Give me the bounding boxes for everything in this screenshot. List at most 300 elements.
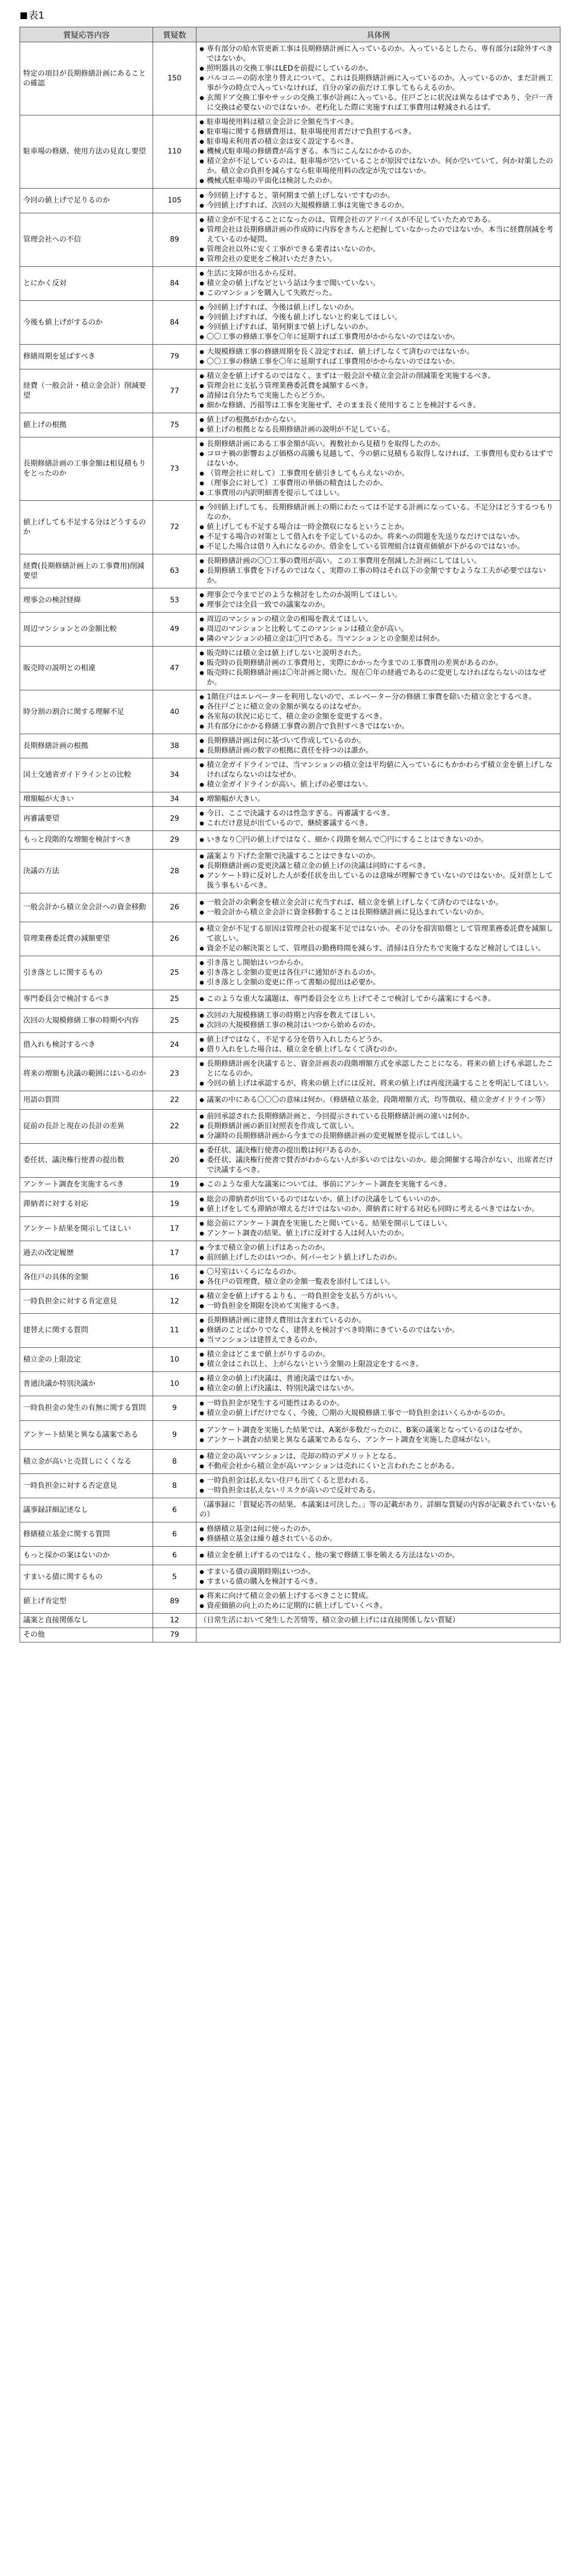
table-row (20, 1009, 560, 1033)
table-row (20, 42, 560, 115)
example-item: ● 周辺のマンションの積立金の相場を教えてほしい。 (200, 615, 557, 624)
examples-list (200, 1591, 557, 1611)
document (20, 9, 560, 1642)
table-row (20, 1565, 560, 1589)
examples-list (200, 1219, 557, 1239)
example-item: ● 細かな修繕、汚損等は工事を実施せず、そのまま長く使用することを検討するべき。 (200, 401, 557, 411)
examples-cell (196, 850, 560, 893)
question-category: 積立金の上限設定 (20, 1348, 153, 1372)
table-row (20, 956, 560, 990)
question-category: 各住戸の具体的金額 (20, 1265, 153, 1290)
examples-list (200, 1095, 557, 1105)
example-item: ● 前回承認された長期修繕計画と、今回提示されている長期修繕計画の違いは何か。 (200, 1112, 557, 1122)
examples-cell (196, 588, 560, 613)
example-item: ● 各住戸の管理費、積立金の金額一覧表を添付してほしい。 (200, 1277, 557, 1287)
table-row (20, 1091, 560, 1110)
example-item: ● 借り入れをした場合は、積立金を値上げしなくて済むのか。 (200, 1045, 557, 1055)
examples-list (200, 371, 557, 411)
example-item: ● 積立金の値上げなどという話は今まで聞いていない。 (200, 279, 557, 289)
example-item: ● 将来に向けて積立金の値上げするべきことに賛成。 (200, 1591, 557, 1601)
example-item: ● 長期修繕計画に建替え費用は含まれているのか。 (200, 1316, 557, 1326)
examples-cell (196, 1348, 560, 1372)
example-item: ● アンケート時に反対した人が委任状を出しているのは意味が理解できていないのではないか。反対票として扱う事もいるべき。 (200, 871, 557, 891)
question-category: とにかく反対 (20, 267, 153, 301)
table-row (20, 345, 560, 369)
examples-cell (196, 1522, 560, 1547)
question-count: 23 (153, 1057, 196, 1091)
examples-list (200, 215, 557, 264)
table-body (20, 42, 560, 1642)
example-item: ● 長期修繕計画の新旧対照表を作成して欲しい。 (200, 1122, 557, 1131)
example-item: ● 工事費用の内訳明細書を提示してほしい。 (200, 488, 557, 498)
table-row (20, 613, 560, 647)
table-row (20, 1421, 560, 1450)
question-count: 40 (153, 690, 196, 734)
examples-cell (196, 1396, 560, 1421)
examples-list (200, 1524, 557, 1544)
question-count: 22 (153, 1110, 196, 1144)
example-item: ● 委任状、議決権行使書の提出数は何戸あるのか。 (200, 1146, 557, 1156)
question-count: 6 (153, 1522, 196, 1547)
examples-list (200, 1292, 557, 1311)
question-category: 修繕積立基金に関する質問 (20, 1522, 153, 1547)
example-item: ● 資産価値の向上のために定期的に値上げしていくべき。 (200, 1601, 557, 1611)
example-item: ● 各住戸ごとに積立金の金額が異なるのはなぜか。 (200, 702, 557, 712)
table-row (20, 922, 560, 956)
examples-list (200, 1316, 557, 1345)
question-count: 84 (153, 267, 196, 301)
question-count: 9 (153, 1421, 196, 1450)
question-count: 12 (153, 1614, 196, 1628)
example-item: ● 周辺のマンションと比較してこのマンションは積立金が高い。 (200, 624, 557, 634)
example-item: ● これだけ意見が出ているので、継続審議するべき。 (200, 819, 557, 828)
example-item: ● 今回値上げすると、第何期まで値上げしないですむのか。 (200, 191, 557, 201)
examples-list (200, 191, 557, 211)
examples-cell (196, 42, 560, 115)
example-item: ● 積立金の値上げ決議は、普通決議ではないか。 (200, 1374, 557, 1384)
question-count: 17 (153, 1217, 196, 1241)
question-category: 次回の大規模修繕工事の時期や内容 (20, 1009, 153, 1033)
question-category: 販売時の説明との相違 (20, 647, 153, 690)
question-count: 29 (153, 807, 196, 831)
question-count: 49 (153, 613, 196, 647)
examples-cell (196, 893, 560, 922)
question-count: 73 (153, 437, 196, 501)
table-row (20, 1144, 560, 1178)
examples-list (200, 1195, 557, 1214)
examples-list (200, 1267, 557, 1287)
example-item: ● アンケート調査の結果、値上げに反対する人は何人いたのか。 (200, 1229, 557, 1239)
question-category: 理事会の検討経緯 (20, 588, 153, 613)
examples-cell (196, 1009, 560, 1033)
examples-list (200, 1426, 557, 1445)
question-category: 委任状、議決権行使書の提出数 (20, 1144, 153, 1178)
question-count: 20 (153, 1144, 196, 1178)
question-category: 経費（一般会計・積立金会計）削減要望 (20, 369, 153, 413)
example-item: ● 一時負担金は払えないリスクが高いので反対である。 (200, 1486, 557, 1496)
examples-list (200, 1476, 557, 1496)
question-count: 89 (153, 1589, 196, 1614)
question-count: 25 (153, 990, 196, 1009)
question-category: 駐車場の修繕、使用方法の見直し要望 (20, 115, 153, 189)
example-item: ● 駐車場使用料は積立金会計に全額充当すべき。 (200, 117, 557, 127)
example-item: ● 積立金を値上げするのではなく、まずは一般会計や積立金会計の削減策を実施するべき。 (200, 371, 557, 381)
examples-cell (196, 1474, 560, 1498)
examples-cell (196, 922, 560, 956)
table-row (20, 1474, 560, 1498)
example-item: ● 今回値上げすれば、今後も値上げしないと約束してほしい。 (200, 313, 557, 323)
example-item: ● 管理会社の変更をご検討いただきたい。 (200, 255, 557, 264)
table-row (20, 501, 560, 554)
example-item: ● 理事会で今までどのような検討をしたのか説明してほしい。 (200, 590, 557, 600)
example-item: ● 委任状、議決権行使書で賛否がわからない人が多いのではないのか。総会開催する場合がない、出席者だけで決議するべき。 (200, 1156, 557, 1175)
example-item: ● 修繕のことばかりでなく、建替えを検討すべき時期にきているのではないか。 (200, 1326, 557, 1335)
example-item: ● 積立金の値上げだけでなく、今後、〇期の大規模修繕工事で一時負担金はいくらかかるのか。 (200, 1409, 557, 1418)
example-item: ● 長期修繕計画の変更決議と積立金の値上げの決議は同時にするべき。 (200, 861, 557, 871)
examples-cell (196, 413, 560, 437)
table-row (20, 1057, 560, 1091)
examples-cell (196, 501, 560, 554)
table-row (20, 734, 560, 758)
example-item: ● 清掃は自分たちで実施したらどうか。 (200, 391, 557, 401)
example-item: ● コロナ禍の影響および価格の高騰も見越して、今の値に見積もる取得しなければ、工事費用も変わるはずではないか。 (200, 449, 557, 469)
question-count: 72 (153, 501, 196, 554)
question-count: 150 (153, 42, 196, 115)
question-category: 時分割の割合に関する理解不足 (20, 690, 153, 734)
examples-cell (196, 690, 560, 734)
example-item: ● 玄関ドア交換工事やサッシの交換工事が計画に入っている。住戸ごとに状況は異なるはずであり、全戸一斉に交換は必要ないのではないか。老朽化した際に実施すれば工事費用は軽減されるはず。 (200, 93, 557, 113)
question-count: 10 (153, 1372, 196, 1396)
example-item: ● 駐車場未利用者の積立金は安く設定するべき。 (200, 137, 557, 147)
table-row (20, 893, 560, 922)
examples-cell (196, 1314, 560, 1348)
question-count: 24 (153, 1033, 196, 1057)
examples-list (200, 1146, 557, 1175)
table-row (20, 792, 560, 807)
question-category: 今回の値上げで足りるのか (20, 189, 153, 213)
examples-list (200, 794, 557, 804)
example-item: ● 修繕積立基金は繰り越されているのか。 (200, 1534, 557, 1544)
table-caption (20, 9, 560, 22)
example-item: ● 今回の値上げは承認するが、将来の値上げには反対、将来の値上げは再度決議することを明記してほしい。 (200, 1079, 557, 1089)
example-item: ● 積立金の高いマンションは、売却の時のデメリットとなる。 (200, 1452, 557, 1462)
example-item: ● 〇号室はいくらになるのか。 (200, 1267, 557, 1277)
table-row (20, 1033, 560, 1057)
example-item: ● 増額幅が大きい。 (200, 794, 557, 804)
examples-list (200, 117, 557, 186)
examples-list (200, 835, 557, 845)
table-row (20, 1614, 560, 1628)
example-item: ● 積立金ガイドラインでは、当マンションの積立金は平均値に入っているにもかかわらず積立金を値上げしなければならないのはなぜか。 (200, 760, 557, 780)
question-count: 26 (153, 922, 196, 956)
example-item: ● 一般会計から積立金会計に資金移動することは長期修繕計画に見込まれていないのか。 (200, 908, 557, 918)
examples-cell (196, 1547, 560, 1565)
example-item: ● バルコニーの防水塗り替えについて、これは長期修繕計画に入っているのか。入っているのか、まだ計画工事が今の時点で入っていなければ、自分の家の前だけ工事してもらえるのか。 (200, 74, 557, 93)
examples-list (200, 760, 557, 790)
example-item: ● 引き落とし金額の変更に伴って書類の提出は必要か。 (200, 978, 557, 988)
example-item: ● 当マンションは建替えできるのか。 (200, 1335, 557, 1345)
example-item: ● 長期修繕工事費を下げるのではなく、実際の工事の時はそれ以下の金額ですむような工夫が必要ではないか。 (200, 566, 557, 586)
question-category: 過去の改定履歴 (20, 1241, 153, 1265)
question-count: 6 (153, 1498, 196, 1522)
table-row (20, 1241, 560, 1265)
question-count: 105 (153, 189, 196, 213)
example-item: ● 1階住戸はエレベーターを利用しないので、エレベーター分の修繕工事費を除いた積立金とするべき。 (200, 692, 557, 702)
question-category: 管理会社への不信 (20, 213, 153, 267)
question-category: もっと採かの案はないのか (20, 1547, 153, 1565)
table-row (20, 1522, 560, 1547)
example-item: ● 値上げではなく、不足する分を借り入れしたらどうか。 (200, 1035, 557, 1045)
example-item: ● 管理会社に支払う管理業務委託費を減額するべき。 (200, 381, 557, 391)
question-category: その他 (20, 1628, 153, 1642)
example-item: ● 一時負担金を期限を決めて実施するべき。 (200, 1301, 557, 1311)
examples-cell (196, 369, 560, 413)
examples-cell (196, 437, 560, 501)
table-row (20, 1589, 560, 1614)
question-count: 53 (153, 588, 196, 613)
question-count: 25 (153, 956, 196, 990)
question-count: 26 (153, 893, 196, 922)
example-item: ● 値上げしても不足する場合は一時金徴収になるということか。 (200, 522, 557, 532)
examples-cell (196, 345, 560, 369)
question-count: 19 (153, 1192, 196, 1217)
examples-list (200, 1551, 557, 1561)
example-item: ● 機械式駐車場の修繕費が高すぎる。本当にこんなにかかるのか。 (200, 147, 557, 157)
table-row (20, 413, 560, 437)
examples-list (200, 692, 557, 732)
table-row (20, 1314, 560, 1348)
examples-list (200, 415, 557, 435)
example-item: ● 次回の大規模修繕工事の検討はいつから始めるのか。 (200, 1021, 557, 1030)
header-count: 質疑数 (153, 27, 196, 42)
question-count: 79 (153, 1628, 196, 1642)
examples-cell (196, 807, 560, 831)
examples-cell (196, 734, 560, 758)
question-category: すまいる債に関するもの (20, 1565, 153, 1589)
question-category: 将来の増額も決議の範囲にはいるのか (20, 1057, 153, 1091)
example-item: ● 積立金を値上げするのではなく、他の案で修繕工事を賄える方法はないのか。 (200, 1551, 557, 1561)
caption-marker: ■ (20, 10, 28, 21)
example-item: ● 管理会社以外に安く工事ができる業者はいないのか。 (200, 245, 557, 255)
table-row (20, 1372, 560, 1396)
examples-list (200, 1350, 557, 1369)
question-category: 議案と直接関係なし (20, 1614, 153, 1628)
example-item: ● 長期修繕計画は何に基づいて作成しているのか。 (200, 736, 557, 746)
examples-cell (196, 1565, 560, 1589)
table-row (20, 437, 560, 501)
examples-cell (196, 1265, 560, 1290)
examples-list (200, 44, 557, 113)
example-item: ● 積立金が不足することになったのは、管理会社のアドバイスが不足していたためである。 (200, 215, 557, 225)
examples-list (200, 347, 557, 367)
question-category: 一時負担金の発生の有無に関する質問 (20, 1396, 153, 1421)
examples-list (200, 649, 557, 688)
question-count: 25 (153, 1009, 196, 1033)
example-item: ● 積立金はどこまで値上がりするのか。 (200, 1350, 557, 1360)
question-count: 8 (153, 1450, 196, 1474)
table-row (20, 369, 560, 413)
examples-cell (196, 1498, 560, 1522)
question-count: 63 (153, 554, 196, 588)
examples-cell (196, 189, 560, 213)
examples-list (200, 898, 557, 918)
examples-list (200, 590, 557, 610)
examples-list (200, 1180, 557, 1190)
example-item: ● 販売時の長期修繕計画の工事費用と、実際にかかった今までの工事費用の差異があるのか。 (200, 658, 557, 668)
example-item: ● 資金不足の解決策として、管理員の勤務時間を減らす、清掃は自分たちで実施するなど検討してほしい。 (200, 944, 557, 954)
example-item: ● このような重大な議題は、専門委員会を立ち上げてそこで検討してから議案にするべき。 (200, 994, 557, 1004)
question-count: 17 (153, 1241, 196, 1265)
example-item: ● 積立金ガイドラインが高い。値上げの必要はない。 (200, 780, 557, 790)
example-note: （日常生活において発生した苦情等、積立金の値上げには直接関係しない質疑） (200, 1616, 459, 1624)
question-count: 29 (153, 831, 196, 850)
question-category: 長期修繕計画の根拠 (20, 734, 153, 758)
example-item: ● 駐車場に関する修繕費用は、駐車場使用者だけで負担するべき。 (200, 127, 557, 137)
table-row (20, 1217, 560, 1241)
question-category: 特定の項目が長期修繕計画にあることの確認 (20, 42, 153, 115)
examples-cell (196, 1290, 560, 1314)
table-row (20, 1290, 560, 1314)
examples-list (200, 303, 557, 342)
question-category: 増額幅が大きい (20, 792, 153, 807)
question-count: 75 (153, 413, 196, 437)
example-item: ● 販売時には積立金は値上げしないと説明された。 (200, 649, 557, 658)
table-row (20, 1396, 560, 1421)
example-item: ● 今日、ここで決議するのは性急すぎる。再審議するべき。 (200, 809, 557, 819)
examples-cell (196, 613, 560, 647)
examples-cell (196, 1614, 560, 1628)
question-category: 建替えに関する質問 (20, 1314, 153, 1348)
table-row (20, 1450, 560, 1474)
table-row (20, 758, 560, 792)
example-item: ● 隣のマンションの積立金は〇円である。当マンションとの金額差は何か。 (200, 634, 557, 644)
caption-text: 表1 (28, 10, 45, 21)
table-row (20, 1265, 560, 1290)
table-row (20, 1192, 560, 1217)
example-item: ● 分譲時の長期修繕計画から今までの長期修繕計画の変更履歴を提示してほしい。 (200, 1131, 557, 1141)
example-item: ● 値上げの根拠がわからない。 (200, 415, 557, 425)
examples-cell (196, 1241, 560, 1265)
example-item: ● 総会の滞納者が出ているのではないか。値上げの決議をしてもいいのか。 (200, 1195, 557, 1205)
examples-list (200, 924, 557, 954)
examples-cell (196, 1421, 560, 1450)
example-item: ● 共有部分にかかる修繕工事費の割合で負担すべきではないか。 (200, 722, 557, 732)
example-item: ● 積立金が不足しているのは、駐車場が空いていることが原因ではないか。何か空いていて、何か対策したのか。積立金の負担を減らすなら駐車場使用料の改定が先ではないか。 (200, 157, 557, 176)
table-row (20, 831, 560, 850)
examples-list (200, 1059, 557, 1089)
question-category: 修繕周期を延ばすべき (20, 345, 153, 369)
examples-cell (196, 301, 560, 345)
examples-cell (196, 1091, 560, 1110)
example-item: ● 今回値上げすれば、今後は値上げしないのか。 (200, 303, 557, 313)
table-row (20, 690, 560, 734)
question-count: 47 (153, 647, 196, 690)
question-count: 12 (153, 1290, 196, 1314)
examples-cell (196, 792, 560, 807)
question-count: 77 (153, 369, 196, 413)
examples-list (200, 556, 557, 586)
examples-cell (196, 1372, 560, 1396)
example-item: ● 引き落とし開始はいつからか。 (200, 958, 557, 968)
qa-table (20, 27, 560, 1642)
question-category: アンケート結果と異なる議案である (20, 1421, 153, 1450)
example-item: ● 積立金の値上げ決議は、特別決議ではないか。 (200, 1384, 557, 1394)
example-item: ● 長期修繕計画の〇〇工事の費用が高い。この工事費用を削減した計画にしてほしい。 (200, 556, 557, 566)
example-item: ● 一時負担金は払えない住戸も出てくると思われる。 (200, 1476, 557, 1486)
example-item: ● （理事会に対して）工事費用の単価の精査はしたのか。 (200, 479, 557, 488)
question-count: 5 (153, 1565, 196, 1589)
examples-list (200, 1399, 557, 1418)
table-row (20, 850, 560, 893)
question-category: 再審議要望 (20, 807, 153, 831)
example-item: ● （管理会社に対して）工事費用を値引きしてもらえないのか。 (200, 469, 557, 479)
example-item: ● いきなり〇円の値上げではなく、細かく段階を刻んで〇円にすることはできないのか。 (200, 835, 557, 845)
example-item: ● 総会前にアンケート調査を実施したと聞いている。結果を開示してほしい。 (200, 1219, 557, 1229)
example-item: ● 専有部分の給水管更新工事は長期修繕計画に入っているのか。入っているとしたら、専有部分は除外すべきではないか。 (200, 44, 557, 64)
examples-cell (196, 1589, 560, 1614)
question-count: 19 (153, 1178, 196, 1192)
examples-cell (196, 1110, 560, 1144)
example-item: ● このマンションを購入して失敗だった。 (200, 289, 557, 298)
examples-cell (196, 554, 560, 588)
examples-cell (196, 758, 560, 792)
question-count: 9 (153, 1396, 196, 1421)
example-item: ● 各室毎の状況に応じて、積立金の金額を変更するべき。 (200, 712, 557, 722)
question-category: 用語の質問 (20, 1091, 153, 1110)
examples-cell (196, 990, 560, 1009)
question-count: 28 (153, 850, 196, 893)
examples-cell (196, 1178, 560, 1192)
question-category: もっと段階的な増額を検討すべき (20, 831, 153, 850)
table-row (20, 115, 560, 189)
examples-cell (196, 1033, 560, 1057)
example-item: ● 議案より下げた金額で決議することはできないのか。 (200, 852, 557, 861)
example-item: ● 長期修繕計画にある工事金額が高い。複数社から見積りを取得したのか。 (200, 439, 557, 449)
question-count: 16 (153, 1265, 196, 1290)
example-item: ● 大規模修繕工事の修繕周期を長く設定すれば、値上げしなくて済むのではないか。 (200, 347, 557, 357)
example-item: ● 議案の中にある〇〇〇の意味は何か。（修繕積立基金、段階増額方式、均等徴収、積立金ガイドライン等） (200, 1095, 557, 1105)
table-row (20, 647, 560, 690)
example-item: ● 値上げの根拠となる長期修繕計画の説明が不足している。 (200, 425, 557, 435)
question-category: 積立金が高いと売買しにくくなる (20, 1450, 153, 1474)
examples-list (200, 1035, 557, 1055)
example-item: ● 販売時に長期修繕計画は〇年計画と聞いた。現在〇年の経過であるのに変更しなければならないのはなぜか。 (200, 668, 557, 688)
example-item: ● 一般会計の余剰金を積立金会計に充当すれば、積立金を値上げしなくて済むのではないか。 (200, 898, 557, 908)
example-item: ● 生活に支障が出るから反対。 (200, 269, 557, 279)
question-category: 管理業務委託費の減額要望 (20, 922, 153, 956)
question-category: 経費(長期修繕計画上の工事費用)削減要望 (20, 554, 153, 588)
example-item: ● 修繕積立基金は何に使ったのか。 (200, 1524, 557, 1534)
question-category: 今後も値上げがするのか (20, 301, 153, 345)
table-row (20, 1547, 560, 1565)
question-category: 引き落としに関するもの (20, 956, 153, 990)
question-count: 6 (153, 1547, 196, 1565)
table-row (20, 1498, 560, 1522)
example-item: ● 前回値上げしたのはいつか。何パーセント値上げしたのか。 (200, 1253, 557, 1263)
example-item: ● 積立金を値上げするよりも、一時負担金を支払う方がいい。 (200, 1292, 557, 1301)
example-item: ● 積立金はこれ以上、上がらないという金額の上限設定をするべき。 (200, 1360, 557, 1369)
question-category: 決議の方法 (20, 850, 153, 893)
example-item: ● すまいる債の満期時期はいつか。 (200, 1567, 557, 1577)
examples-cell (196, 267, 560, 301)
example-item: ● 長期修繕計画を決議すると、資金計画表の段階増額方式を承認したことになる。将来の値上げも承認したことになるのか。 (200, 1059, 557, 1079)
question-category: 値上げしても不足する分はどうするのか (20, 501, 153, 554)
examples-list (200, 1567, 557, 1587)
example-item: ● このような重大な議案については、事前にアンケート調査を実施するべき。 (200, 1180, 557, 1190)
example-item: ● 機械式駐車場の平面化は検討したのか。 (200, 176, 557, 186)
question-category: 議事録詳細記述なし (20, 1498, 153, 1522)
example-item: ● 今回値上げしても、長期修繕計画上の期にわたっては不足する計画になっている。不足分はどうするつもりなのか。 (200, 503, 557, 522)
